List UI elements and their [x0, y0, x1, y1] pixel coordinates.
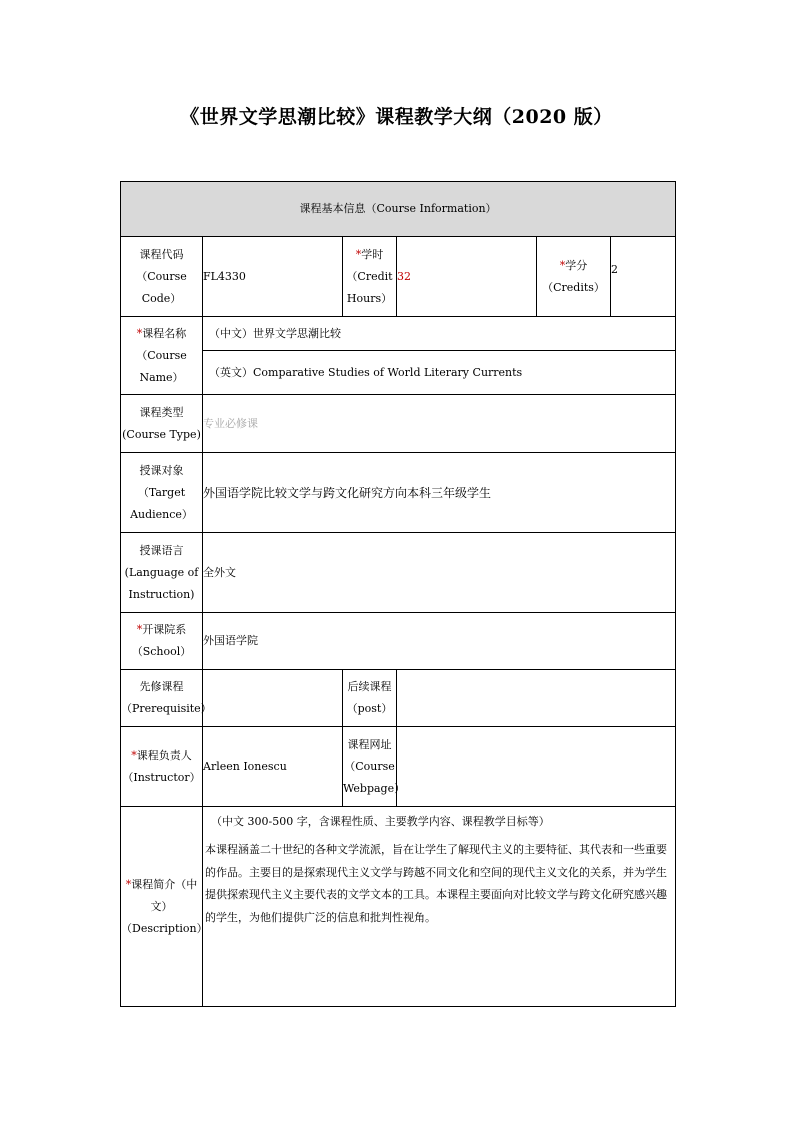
row-code-hours-credits	[121, 237, 676, 317]
audience-value: 外国语学院比较文学与跨文化研究方向本科三年级学生	[203, 453, 676, 533]
prerequisite-label: 先修课程 （Prerequisite）	[121, 670, 203, 727]
course-code-label: 课程代码 （Course Code）	[121, 237, 203, 317]
instructor-value: Arleen Ionescu	[203, 727, 343, 807]
required-star: *	[355, 247, 362, 261]
course-name-en: （英文）Comparative Studies of World Literary Currents	[203, 351, 676, 395]
description-note: （中文 300-500 字，含课程性质、主要教学内容、课程教学目标等）	[211, 815, 550, 828]
post-label: 后续课程 （post）	[343, 670, 397, 727]
document-title: 《世界文学思潮比较》课程教学大纲（2020 版）	[180, 106, 613, 128]
credits-value: 2	[611, 237, 676, 317]
course-type-label: 课程类型 (Course Type)	[121, 395, 203, 453]
prerequisite-value	[203, 670, 343, 727]
school-value: 外国语学院	[203, 613, 676, 670]
hours-value: 32	[397, 237, 537, 317]
required-star: *	[136, 623, 143, 636]
section-header: 课程基本信息（Course Information）	[121, 182, 676, 237]
description-cell	[203, 807, 676, 1007]
language-value: 全外文	[203, 533, 676, 613]
required-star: *	[131, 748, 137, 762]
audience-label: 授课对象 （Target Audience）	[121, 453, 203, 533]
webpage-value	[397, 727, 676, 807]
course-info-table	[120, 181, 676, 1007]
course-name-label: *课程名称 （Course Name）	[121, 317, 203, 395]
required-star: *	[125, 877, 132, 891]
webpage-label: 课程网址 （Course Webpage）	[343, 727, 397, 807]
course-type-value: 专业必修课	[203, 395, 676, 453]
post-value	[397, 670, 676, 727]
credits-label: *学分 （Credits）	[537, 237, 611, 317]
required-star: *	[559, 258, 566, 272]
school-label: *开课院系 （School）	[121, 613, 203, 670]
course-name-cn: （中文）世界文学思潮比较	[203, 317, 676, 351]
required-star: *	[136, 326, 143, 340]
language-label: 授课语言 (Language of Instruction)	[121, 533, 203, 613]
instructor-label: *课程负责人 （Instructor）	[121, 727, 203, 807]
description-label: *课程简介（中 文） （Description）	[121, 807, 203, 1007]
course-code-value: FL4330	[203, 237, 343, 317]
hours-label: *学时 （Credit Hours）	[343, 237, 397, 317]
description-text: 本课程涵盖二十世纪的各种文学流派，旨在让学生了解现代主义的主要特征、其代表和一些重要的作品。主要目的是探索现代主义文学与跨越不同文化和空间的现代主义文化的关系，并为学生提供探索现代主义主要代表的文学文本的工具。本课程主要面向对比较文学与跨文化研究感兴趣的学生，为他们提供广泛的信息和批判性视角。	[205, 843, 667, 924]
